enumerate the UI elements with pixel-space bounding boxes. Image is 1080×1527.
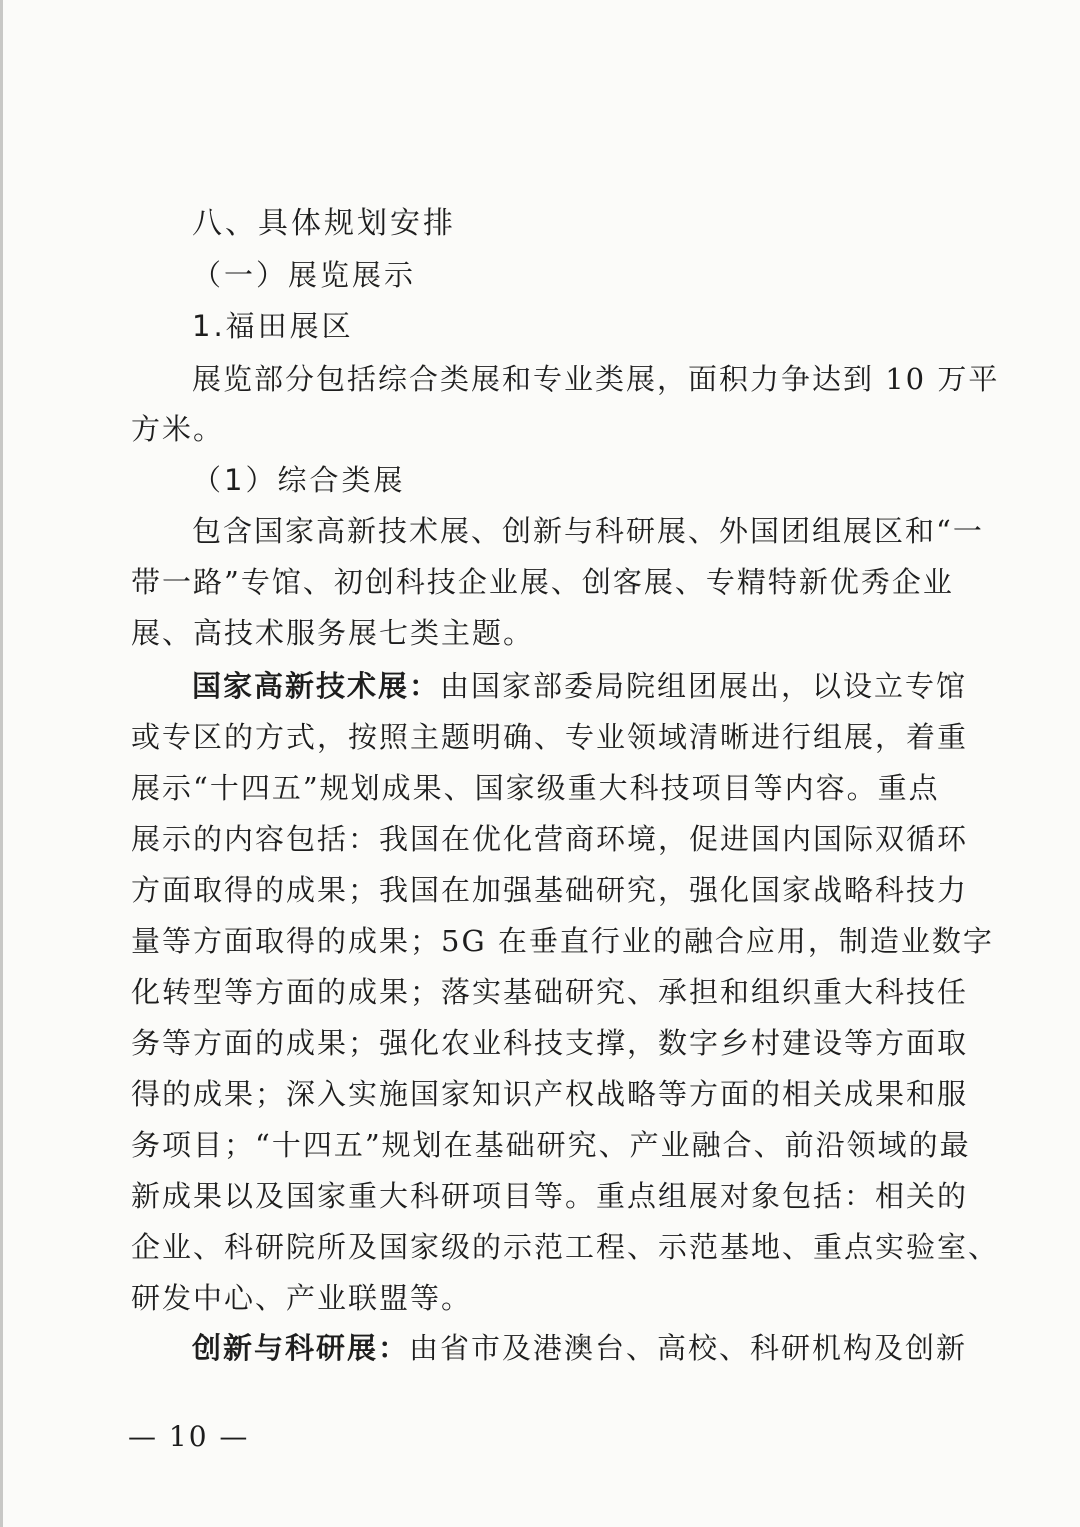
para2-line-7: 化转型等方面的成果；落实基础研究、承担和组织重大科技任 [131,975,969,1009]
intro-line-2: 方米。 [131,412,225,446]
para2-line-8: 务等方面的成果；强化农业科技支撑，数字乡村建设等方面取 [131,1026,969,1060]
para2-line-2: 或专区的方式，按照主题明确、专业领域清晰进行组展，着重 [131,720,969,754]
para2-line-5: 方面取得的成果；我国在加强基础研究，强化国家战略科技力 [131,873,969,907]
para2-line-1-text: 由国家部委局院组团展出，以设立专馆 [440,669,968,703]
para2-line-13: 研发中心、产业联盟等。 [131,1281,473,1315]
scan-edge-shadow [0,0,3,1527]
term-innovation-research-exhibition: 创新与科研展： [192,1331,410,1365]
section-heading: 八、具体规划安排 [192,206,456,241]
para2-line-11: 新成果以及国家重大科研项目等。重点组展对象包括：相关的 [131,1179,969,1213]
para2-line-6: 量等方面取得的成果；5G 在垂直行业的融合应用，制造业数字 [131,924,994,958]
para2-line-9: 得的成果；深入实施国家知识产权战略等方面的相关成果和服 [131,1077,969,1111]
para1-line-1: 包含国家高新技术展、创新与科研展、外国团组展区和“一 [192,514,984,548]
intro-line-1: 展览部分包括综合类展和专业类展，面积力争达到 10 万平 [192,362,1000,396]
para1-line-2: 带一路”专馆、初创科技企业展、创客展、专精特新优秀企业 [131,565,954,599]
para1-line-3: 展、高技术服务展七类主题。 [131,616,535,650]
page-number: — 10 — [128,1420,250,1453]
subsection-heading: （一）展览展示 [192,258,417,292]
sub-item-heading: （1）综合类展 [192,463,406,497]
term-national-hightech-exhibition: 国家高新技术展： [192,669,441,703]
item-heading: 1.福田展区 [192,309,354,343]
para2-line-3: 展示“十四五”规划成果、国家级重大科技项目等内容。重点 [131,771,940,805]
para3-line-1-text: 由省市及港澳台、高校、科研机构及创新 [409,1331,968,1365]
para3-line-1 [192,1330,968,1366]
para2-line-10: 务项目；“十四五”规划在基础研究、产业融合、前沿领域的最 [131,1128,971,1162]
para2-line-12: 企业、科研院所及国家级的示范工程、示范基地、重点实验室、 [131,1230,1000,1264]
para2-line-4: 展示的内容包括：我国在优化营商环境，促进国内国际双循环 [131,822,969,856]
para2-line-1 [192,668,968,704]
